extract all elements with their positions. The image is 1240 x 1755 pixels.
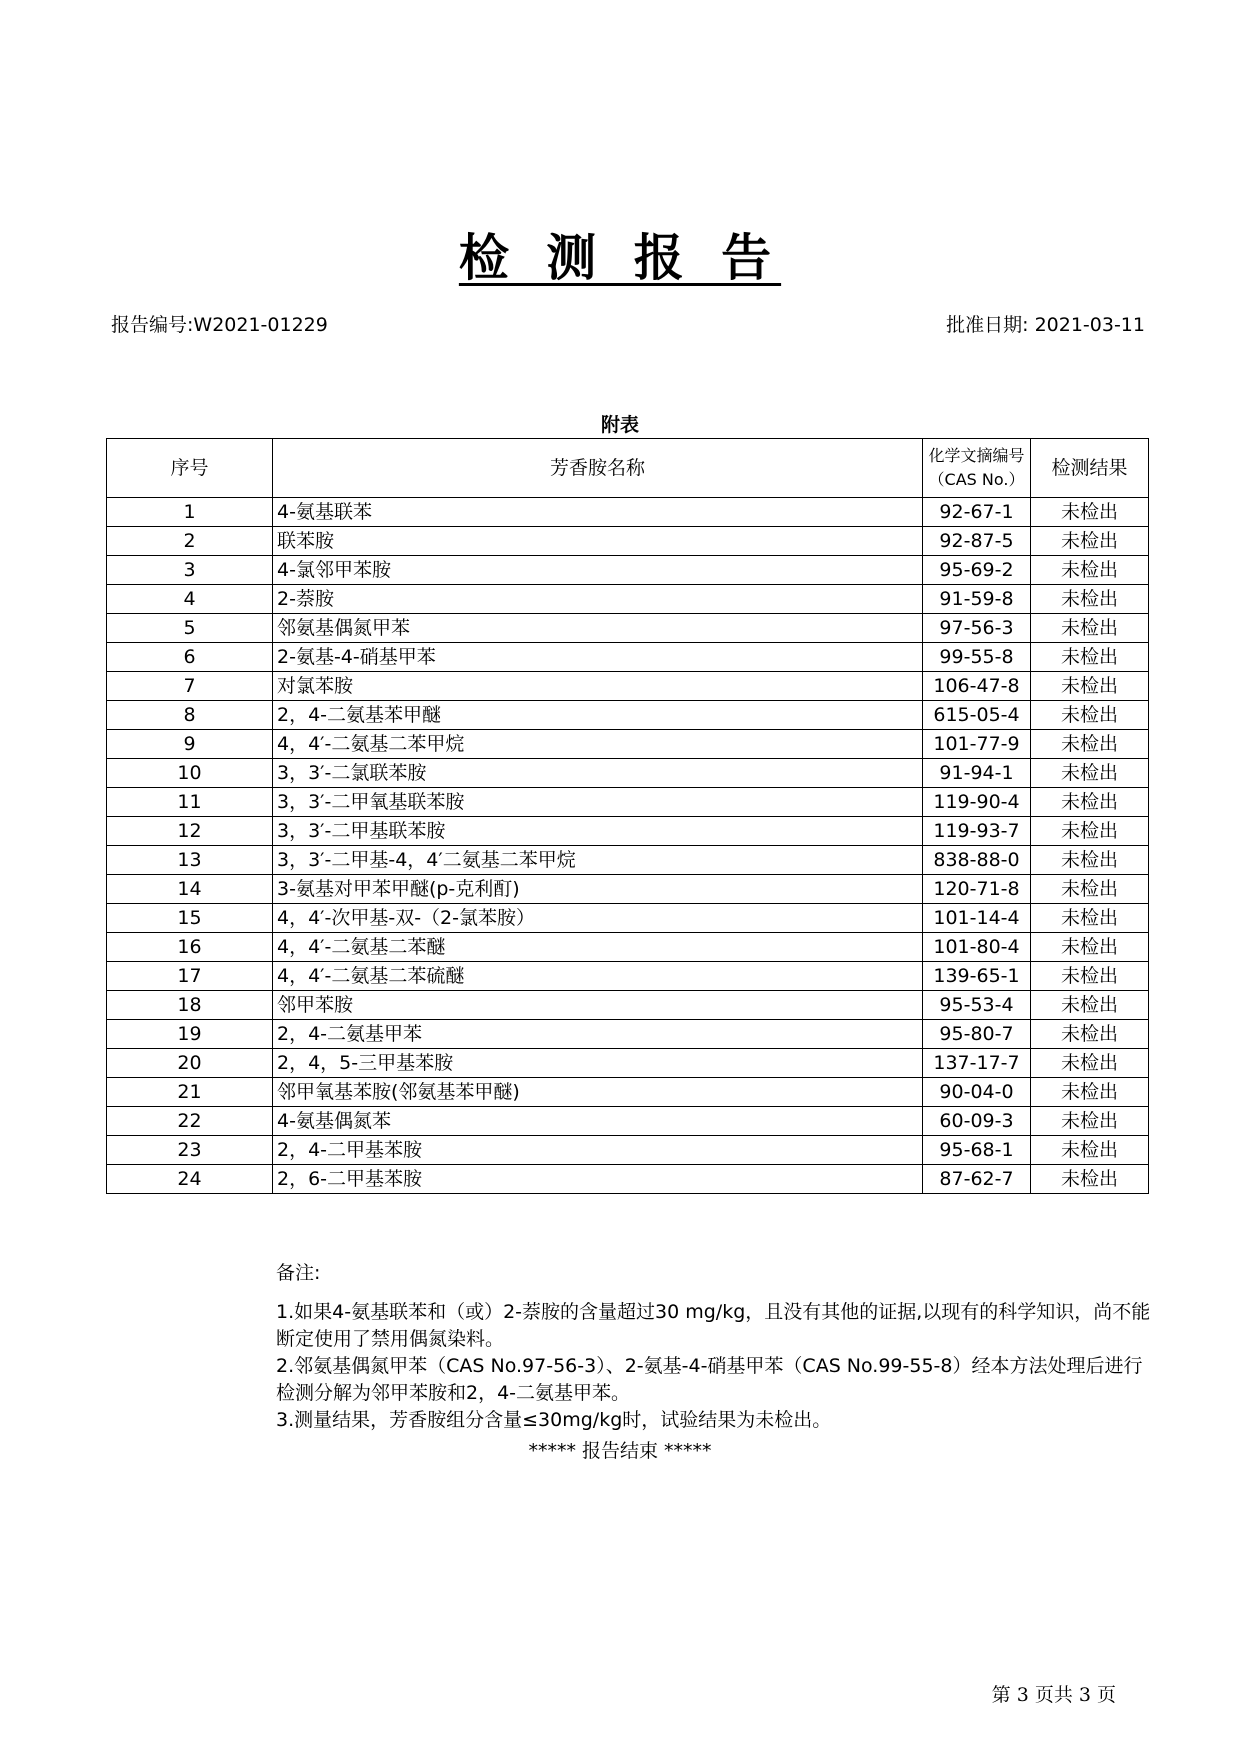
row-result: 未检出 [1031,991,1149,1020]
page-title: 检 测 报 告 [458,228,782,287]
row-name: 2，4-二甲基苯胺 [273,1136,923,1165]
row-name: 联苯胺 [273,527,923,556]
row-no: 7 [107,672,273,701]
row-no: 5 [107,614,273,643]
row-result: 未检出 [1031,788,1149,817]
table-row [107,1136,1149,1165]
report-number: 报告编号:W2021-01229 [111,314,328,336]
row-no: 6 [107,643,273,672]
row-no: 19 [107,1020,273,1049]
table-row [107,614,1149,643]
table-body [107,498,1149,1194]
table-row [107,643,1149,672]
table-row [107,1078,1149,1107]
header-no: 序号 [107,439,273,498]
row-name: 4-氯邻甲苯胺 [273,556,923,585]
table-row [107,701,1149,730]
header-cas-line1: 化学文摘编号 [928,446,1025,465]
table-header-row [107,439,1149,498]
row-name: 3，3′-二氯联苯胺 [273,759,923,788]
approve-date: 批准日期: 2021-03-11 [946,314,1145,336]
row-no: 9 [107,730,273,759]
row-name: 3-氨基对甲苯甲醚(p-克利酊) [273,875,923,904]
table-row [107,991,1149,1020]
row-no: 24 [107,1165,273,1194]
row-no: 21 [107,1078,273,1107]
row-name: 4，4′-次甲基-双-（2-氯苯胺） [273,904,923,933]
row-name: 3，3′-二甲基-4，4′二氨基二苯甲烷 [273,846,923,875]
row-cas: 92-87-5 [923,527,1031,556]
table-row [107,904,1149,933]
row-name: 邻甲氧基苯胺(邻氨基苯甲醚) [273,1078,923,1107]
row-result: 未检出 [1031,904,1149,933]
header-result: 检测结果 [1031,439,1149,498]
row-name: 邻甲苯胺 [273,991,923,1020]
row-result: 未检出 [1031,614,1149,643]
table-row [107,817,1149,846]
row-cas: 101-14-4 [923,904,1031,933]
row-cas: 106-47-8 [923,672,1031,701]
row-no: 13 [107,846,273,875]
row-name: 4，4′-二氨基二苯甲烷 [273,730,923,759]
row-cas: 99-55-8 [923,643,1031,672]
row-name: 4，4′-二氨基二苯硫醚 [273,962,923,991]
row-result: 未检出 [1031,1020,1149,1049]
row-name: 2-萘胺 [273,585,923,614]
amine-table [106,438,1149,1194]
row-no: 8 [107,701,273,730]
row-no: 14 [107,875,273,904]
row-no: 3 [107,556,273,585]
row-cas: 91-59-8 [923,585,1031,614]
table-row [107,498,1149,527]
row-name: 2，6-二甲基苯胺 [273,1165,923,1194]
row-result: 未检出 [1031,701,1149,730]
row-result: 未检出 [1031,498,1149,527]
table-row [107,788,1149,817]
note-item: 3.测量结果，芳香胺组分含量≤30mg/kg时，试验结果为未检出。 [276,1409,832,1431]
row-result: 未检出 [1031,585,1149,614]
header-name: 芳香胺名称 [273,439,923,498]
row-result: 未检出 [1031,962,1149,991]
row-name: 2，4，5-三甲基苯胺 [273,1049,923,1078]
notes-label: 备注: [276,1262,321,1284]
report-end-mark: ***** 报告结束 ***** [528,1440,712,1462]
row-cas: 92-67-1 [923,498,1031,527]
row-cas: 119-93-7 [923,817,1031,846]
row-result: 未检出 [1031,759,1149,788]
table-row [107,585,1149,614]
row-name: 4，4′-二氨基二苯醚 [273,933,923,962]
row-no: 23 [107,1136,273,1165]
row-cas: 95-80-7 [923,1020,1031,1049]
row-result: 未检出 [1031,1107,1149,1136]
table-caption: 附表 [600,414,639,436]
row-name: 4-氨基联苯 [273,498,923,527]
row-cas: 95-68-1 [923,1136,1031,1165]
row-result: 未检出 [1031,875,1149,904]
row-cas: 97-56-3 [923,614,1031,643]
row-result: 未检出 [1031,672,1149,701]
row-result: 未检出 [1031,1136,1149,1165]
table-row [107,1020,1149,1049]
row-name: 邻氨基偶氮甲苯 [273,614,923,643]
row-name: 3，3′-二甲基联苯胺 [273,817,923,846]
row-result: 未检出 [1031,817,1149,846]
row-no: 20 [107,1049,273,1078]
row-no: 12 [107,817,273,846]
row-cas: 95-69-2 [923,556,1031,585]
row-no: 11 [107,788,273,817]
row-name: 3，3′-二甲氧基联苯胺 [273,788,923,817]
row-result: 未检出 [1031,556,1149,585]
row-cas: 139-65-1 [923,962,1031,991]
row-result: 未检出 [1031,933,1149,962]
row-name: 2，4-二氨基甲苯 [273,1020,923,1049]
row-cas: 137-17-7 [923,1049,1031,1078]
table-row [107,962,1149,991]
row-result: 未检出 [1031,1165,1149,1194]
row-no: 10 [107,759,273,788]
row-name: 2，4-二氨基苯甲醚 [273,701,923,730]
row-cas: 60-09-3 [923,1107,1031,1136]
row-cas: 838-88-0 [923,846,1031,875]
row-no: 17 [107,962,273,991]
row-no: 18 [107,991,273,1020]
page-number: 第 3 页共 3 页 [991,1684,1116,1706]
table-row [107,846,1149,875]
table-row [107,556,1149,585]
row-cas: 91-94-1 [923,759,1031,788]
row-result: 未检出 [1031,1049,1149,1078]
header-cas [923,439,1031,498]
row-name: 对氯苯胺 [273,672,923,701]
row-result: 未检出 [1031,1078,1149,1107]
row-no: 1 [107,498,273,527]
note-item: 2.邻氨基偶氮甲苯（CAS No.97-56-3）、2-氨基-4-硝基甲苯（CAS No.99-55-8）经本方法处理后进行检测分解为邻甲苯胺和2，4-二氨基甲苯。 [276,1355,1143,1404]
table-row [107,875,1149,904]
row-cas: 101-77-9 [923,730,1031,759]
row-no: 15 [107,904,273,933]
row-cas: 90-04-0 [923,1078,1031,1107]
table-row [107,1049,1149,1078]
row-cas: 87-62-7 [923,1165,1031,1194]
table-row [107,1165,1149,1194]
row-cas: 119-90-4 [923,788,1031,817]
row-result: 未检出 [1031,846,1149,875]
row-cas: 120-71-8 [923,875,1031,904]
table-row [107,1107,1149,1136]
row-cas: 615-05-4 [923,701,1031,730]
header-cas-line2: （CAS No.） [928,470,1025,489]
row-result: 未检出 [1031,730,1149,759]
row-name: 2-氨基-4-硝基甲苯 [273,643,923,672]
row-name: 4-氨基偶氮苯 [273,1107,923,1136]
row-result: 未检出 [1031,527,1149,556]
table-row [107,730,1149,759]
table-row [107,527,1149,556]
table-row [107,933,1149,962]
note-item: 1.如果4-氨基联苯和（或）2-萘胺的含量超过30 mg/kg，且没有其他的证据,以现有的科学知识，尚不能断定使用了禁用偶氮染料。 [276,1301,1151,1350]
row-result: 未检出 [1031,643,1149,672]
row-no: 4 [107,585,273,614]
row-cas: 95-53-4 [923,991,1031,1020]
table-row [107,759,1149,788]
row-no: 2 [107,527,273,556]
row-no: 16 [107,933,273,962]
notes-section [276,1260,1156,1434]
table-row [107,672,1149,701]
row-cas: 101-80-4 [923,933,1031,962]
row-no: 22 [107,1107,273,1136]
